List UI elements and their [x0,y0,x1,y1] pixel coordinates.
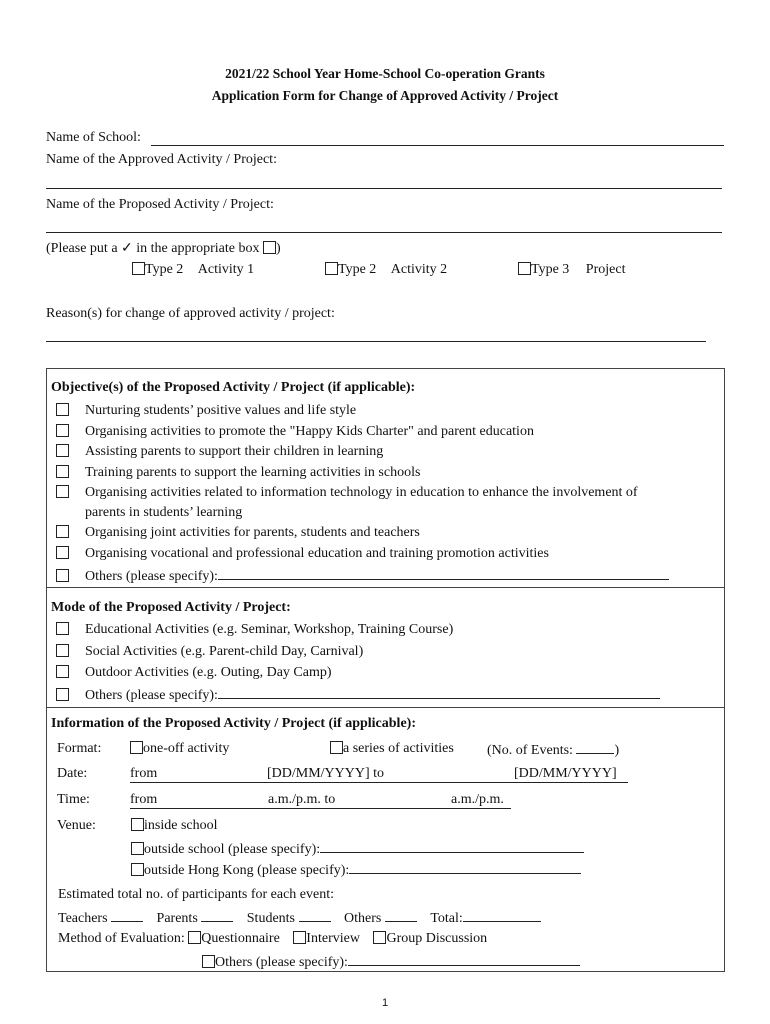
time-field[interactable]: from a.m./p.m. to a.m./p.m. [130,792,511,809]
mode-checkbox[interactable] [56,644,69,657]
type-option-1[interactable]: Type 2 Activity 1 [132,262,254,278]
time-label: Time: [57,792,90,807]
eval-interview-checkbox[interactable] [293,931,306,944]
students-field[interactable] [299,909,331,922]
format-series-checkbox[interactable] [330,741,343,754]
venue-inside-option[interactable]: inside school [131,818,218,834]
objective-checkbox[interactable] [56,465,69,478]
approved-activity-label: Name of the Approved Activity / Project: [46,152,277,167]
format-oneoff-option[interactable]: one-off activity [130,741,229,757]
objectives-section [46,368,725,588]
mode-checkbox[interactable] [56,665,69,678]
venue-label: Venue: [57,818,96,833]
mode-item[interactable]: Social Activities (e.g. Parent-child Day, Carnival) [56,644,363,660]
venue-outside-field[interactable] [320,840,584,853]
venue-hk-option[interactable]: outside Hong Kong (please specify): [131,861,581,879]
objective-item[interactable]: Assisting parents to support their children in learning [56,444,383,460]
eval-others-checkbox[interactable] [202,955,215,968]
objective-checkbox[interactable] [56,424,69,437]
info-heading: Information of the Proposed Activity / Project (if applicable): [51,716,416,731]
form-title: 2021/22 School Year Home-School Co-operation Grants [225,66,545,81]
evaluation-row: Method of Evaluation: Questionnaire Interview Group Discussion [58,931,488,946]
reason-label: Reason(s) for change of approved activity / project: [46,306,335,321]
objective-checkbox[interactable] [56,525,69,538]
objective-others-field[interactable] [218,567,669,580]
objective-item[interactable]: Training parents to support the learning activities in schools [56,465,420,481]
objective-item-continued: parents in students’ learning [85,505,243,520]
mode-section [46,587,725,708]
school-name-field[interactable] [151,145,724,146]
type-option-2[interactable]: Type 2 Activity 2 [325,262,447,278]
venue-inside-checkbox[interactable] [131,818,144,831]
objective-item[interactable]: Organising joint activities for parents, students and teachers [56,525,420,541]
mode-item-others[interactable]: Others (please specify): [56,686,660,704]
teachers-field[interactable] [111,909,143,922]
checkmark-icon: ✓ [121,241,133,256]
type-option-3[interactable]: Type 3 Project [518,262,625,278]
proposed-activity-label: Name of the Proposed Activity / Project: [46,197,274,212]
events-count-field[interactable] [576,741,614,754]
proposed-activity-field[interactable] [46,232,722,233]
mode-checkbox[interactable] [56,622,69,635]
participants-row: Teachers Parents Students Others Total: [58,909,541,927]
objective-item-others[interactable]: Others (please specify): [56,567,669,585]
date-label: Date: [57,766,88,781]
venue-hk-checkbox[interactable] [131,863,144,876]
approved-activity-field[interactable] [46,188,722,189]
sample-checkbox-icon [263,241,276,254]
format-label: Format: [57,741,102,756]
format-oneoff-checkbox[interactable] [130,741,143,754]
objective-item[interactable]: Organising activities to promote the "Happy Kids Charter" and parent education [56,424,534,440]
others-field[interactable] [385,909,417,922]
events-count: (No. of Events: ) [487,743,620,758]
date-field[interactable]: from [DD/MM/YYYY] to [DD/MM/YYYY] [130,766,628,783]
venue-hk-field[interactable] [349,861,581,874]
mode-others-field[interactable] [218,686,660,699]
objective-checkbox[interactable] [56,444,69,457]
objective-item[interactable]: Organising vocational and professional education and training promotion activities [56,546,549,562]
mode-item[interactable]: Educational Activities (e.g. Seminar, Workshop, Training Course) [56,622,453,638]
objective-checkbox[interactable] [56,569,69,582]
mode-heading: Mode of the Proposed Activity / Project: [51,600,291,615]
type-option-2-checkbox[interactable] [325,262,338,275]
objective-checkbox[interactable] [56,546,69,559]
reason-field[interactable] [46,341,706,342]
eval-group-checkbox[interactable] [373,931,386,944]
form-subtitle: Application Form for Change of Approved Activity / Project [211,88,559,103]
mode-item[interactable]: Outdoor Activities (e.g. Outing, Day Camp) [56,665,332,681]
eval-others-field[interactable] [348,953,580,966]
participants-label: Estimated total no. of participants for each event: [58,887,335,902]
venue-outside-option[interactable]: outside school (please specify): [131,840,584,858]
instruction-text: (Please put a ✓ in the appropriate box ) [46,241,281,256]
objective-item[interactable]: Nurturing students’ positive values and life style [56,403,356,419]
format-series-option[interactable]: a series of activities [330,741,454,757]
objective-item[interactable]: Organising activities related to information technology in education to enhance the involvement of [56,485,638,501]
objectives-heading: Objective(s) of the Proposed Activity / Project (if applicable): [51,380,416,395]
total-field[interactable] [463,909,541,922]
mode-checkbox[interactable] [56,688,69,701]
evaluation-others[interactable]: Others (please specify): [202,953,580,971]
page-number: 1 [381,997,389,1009]
objective-checkbox[interactable] [56,403,69,416]
venue-outside-checkbox[interactable] [131,842,144,855]
parents-field[interactable] [201,909,233,922]
type-option-1-checkbox[interactable] [132,262,145,275]
objective-checkbox[interactable] [56,485,69,498]
type-option-3-checkbox[interactable] [518,262,531,275]
school-name-label: Name of School: [46,130,141,145]
eval-questionnaire-checkbox[interactable] [188,931,201,944]
info-section [46,707,725,972]
